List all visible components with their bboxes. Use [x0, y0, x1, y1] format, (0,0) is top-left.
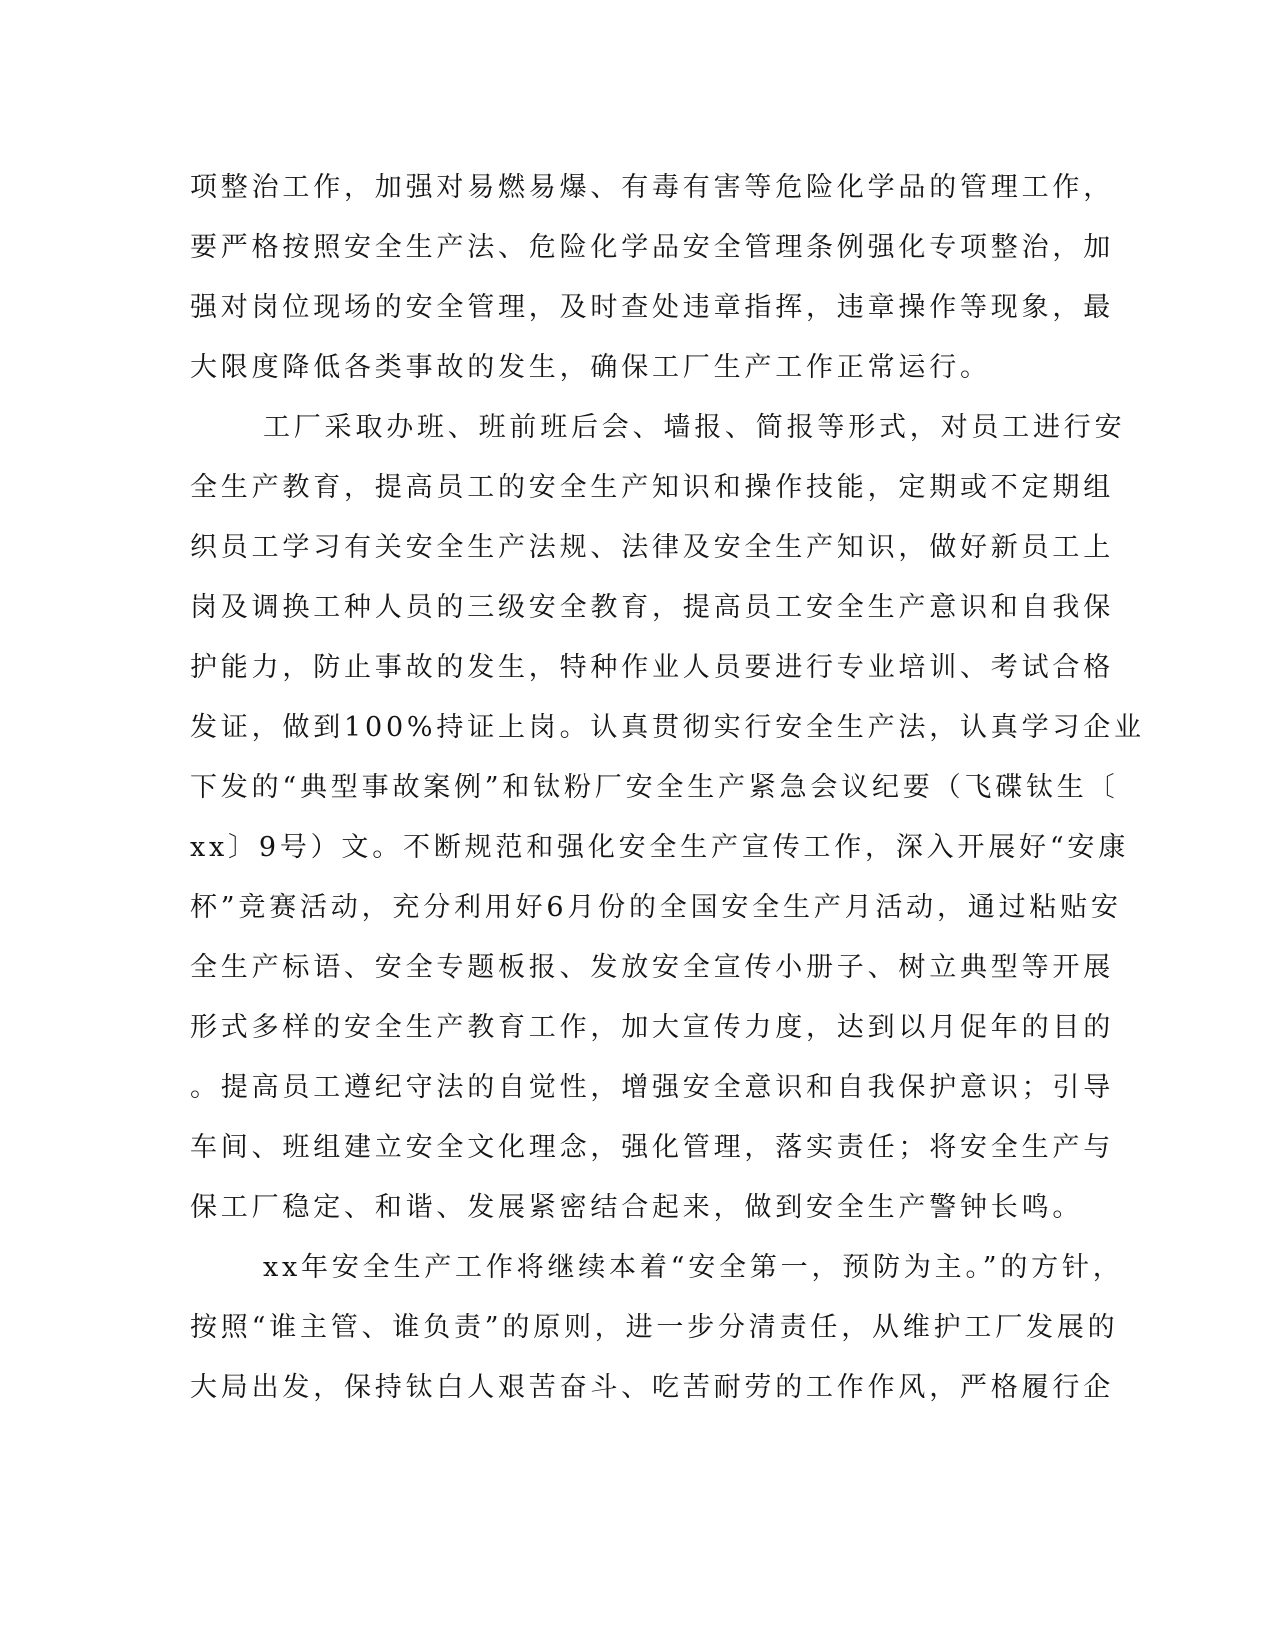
text-line: 按照“谁主管、谁负责”的原则，进一步分清责任，从维护工厂发展的 — [190, 1312, 1119, 1343]
text-line: 织员工学习有关安全生产法规、法律及安全生产知识，做好新员工上 — [190, 532, 1114, 563]
text-line: 杯”竞赛活动，充分利用好6月份的全国安全生产月活动，通过粘贴安 — [190, 892, 1122, 923]
paragraph-first-line: 工厂采取办班、班前班后会、墙报、简报等形式，对员工进行安 — [263, 412, 1126, 443]
text-line: xx〕9号）文。不断规范和强化安全生产宣传工作，深入开展好“安康 — [190, 832, 1130, 863]
text-line: 岗及调换工种人员的三级安全教育，提高员工安全生产意识和自我保 — [190, 592, 1114, 623]
body-text — [190, 158, 1145, 1418]
text-line: 保工厂稳定、和谐、发展紧密结合起来，做到安全生产警钟长鸣。 — [190, 1192, 1084, 1223]
text-line: 要严格按照安全生产法、危险化学品安全管理条例强化专项整治，加 — [190, 232, 1114, 263]
text-line: 。提高员工遵纪守法的自觉性，增强安全意识和自我保护意识；引导 — [190, 1072, 1114, 1103]
text-line: 形式多样的安全生产教育工作，加大宣传力度，达到以月促年的目的 — [190, 1012, 1114, 1043]
text-line: 大限度降低各类事故的发生，确保工厂生产工作正常运行。 — [190, 352, 991, 383]
text-line: 全生产教育，提高员工的安全生产知识和操作技能，定期或不定期组 — [190, 472, 1114, 503]
text-line: 项整治工作，加强对易燃易爆、有毒有害等危险化学品的管理工作， — [190, 172, 1114, 203]
text-line: 车间、班组建立安全文化理念，强化管理，落实责任；将安全生产与 — [190, 1132, 1114, 1163]
text-line: 大局出发，保持钛白人艰苦奋斗、吃苦耐劳的工作作风，严格履行企 — [190, 1372, 1114, 1403]
text-line: 发证，做到100%持证上岗。认真贯彻实行安全生产法，认真学习企业 — [190, 712, 1145, 743]
text-line: 强对岗位现场的安全管理，及时查处违章指挥，违章操作等现象，最 — [190, 292, 1114, 323]
text-line: 下发的“典型事故案例”和钛粉厂安全生产紧急会议纪要（飞碟钛生〔 — [190, 772, 1119, 803]
text-line: 护能力，防止事故的发生，特种作业人员要进行专业培训、考试合格 — [190, 652, 1114, 683]
text-line: 全生产标语、安全专题板报、发放安全宣传小册子、树立典型等开展 — [190, 952, 1114, 983]
paragraph-first-line: xx年安全生产工作将继续本着“安全第一，预防为主。”的方针， — [263, 1252, 1124, 1283]
